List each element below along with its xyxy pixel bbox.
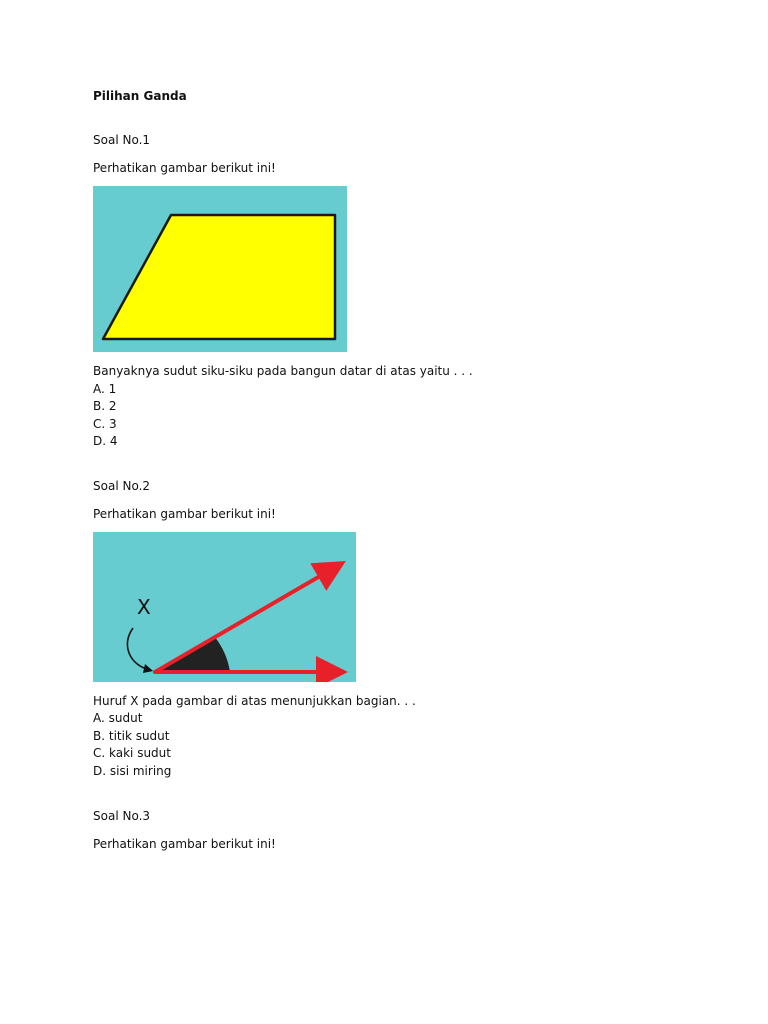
question-1-label: Soal No.1 — [93, 133, 151, 147]
question-1-instruction: Perhatikan gambar berikut ini! — [93, 161, 276, 175]
question-2-text: Huruf X pada gambar di atas menunjukkan bagian. . . — [93, 694, 416, 708]
vertex-label-x: X — [137, 595, 151, 619]
question-2-instruction: Perhatikan gambar berikut ini! — [93, 507, 276, 521]
question-2-option-c: C. kaki sudut — [93, 746, 171, 760]
question-3-instruction: Perhatikan gambar berikut ini! — [93, 837, 276, 851]
section-heading: Pilihan Ganda — [93, 89, 187, 103]
question-1-option-a: A. 1 — [93, 382, 117, 396]
question-2-option-b: B. titik sudut — [93, 729, 170, 743]
question-2-label: Soal No.2 — [93, 479, 151, 493]
question-1-option-b: B. 2 — [93, 399, 117, 413]
question-3-label: Soal No.3 — [93, 809, 151, 823]
angle-figure — [93, 532, 356, 682]
question-1-option-d: D. 4 — [93, 434, 118, 448]
question-1-option-c: C. 3 — [93, 417, 117, 431]
question-2-option-d: D. sisi miring — [93, 764, 172, 778]
question-2-option-a: A. sudut — [93, 711, 143, 725]
trapezoid-figure — [93, 186, 347, 352]
question-1-text: Banyaknya sudut siku-siku pada bangun datar di atas yaitu . . . — [93, 364, 473, 378]
